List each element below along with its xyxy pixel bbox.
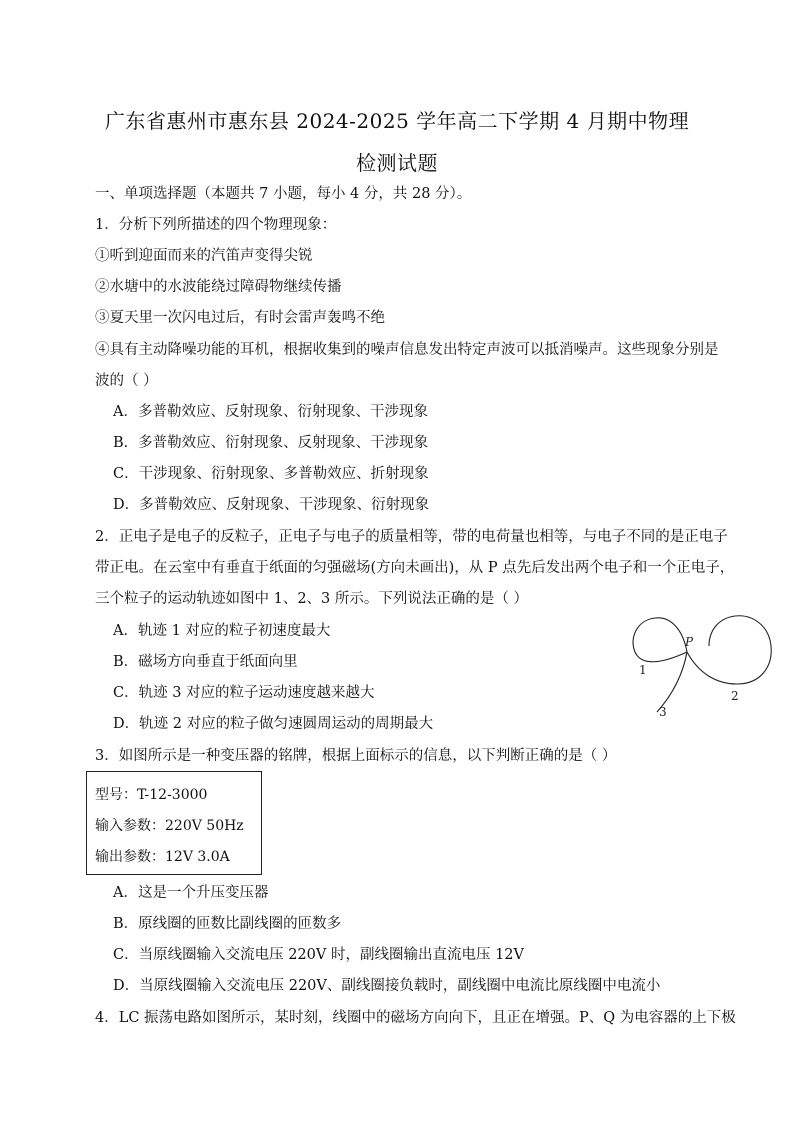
- q1-option-b: B．多普勒效应、衍射现象、反射现象、干涉现象: [113, 435, 429, 451]
- nameplate-output: 输出参数：12V 3.0A: [95, 849, 230, 865]
- track-label-3: 3: [659, 705, 667, 719]
- point-label-p: P: [685, 635, 694, 649]
- q2-stem-line2: 带正电。在云室中有垂直于纸面的匀强磁场(方向未画出)，从 P 点先后发出两个电子和一个正电子，: [95, 560, 735, 576]
- transformer-nameplate: [86, 771, 262, 875]
- paper-title-line2: 检测试题: [356, 151, 438, 175]
- q1-option-a: A．多普勒效应、反射现象、衍射现象、干涉现象: [113, 404, 428, 420]
- q1-item-2: ②水塘中的水波能绕过障碍物继续传播: [95, 279, 342, 295]
- nameplate-model: 型号：T-12-3000: [95, 787, 208, 803]
- q1-item-1: ①听到迎面而来的汽笛声变得尖锐: [95, 248, 313, 264]
- q2-option-a: A．轨迹 1 对应的粒子初速度最大: [113, 623, 331, 639]
- q2-option-c: C．轨迹 3 对应的粒子运动速度越来越大: [113, 685, 375, 701]
- q2-stem-line1: 2．正电子是电子的反粒子，正电子与电子的质量相等，带的电荷量也相等，与电子不同的是正电子: [95, 529, 728, 545]
- track-1: [633, 618, 687, 662]
- q3-option-a: A．这是一个升压变压器: [113, 885, 269, 901]
- q1-item-3: ③夏天里一次闪电过后，有时会雷声轰鸣不绝: [95, 310, 385, 326]
- q2-option-b: B．磁场方向垂直于纸面向里: [113, 654, 298, 670]
- q3-stem: 3．如图所示是一种变压器的铭牌，根据上面标示的信息，以下判断正确的是（ ）: [95, 748, 617, 764]
- q1-option-d: D．多普勒效应、反射现象、干涉现象、衍射现象: [113, 497, 430, 513]
- q3-option-b: B．原线圈的匝数比副线圈的匝数多: [113, 916, 342, 932]
- q1-item-4: ④具有主动降噪功能的耳机，根据收集到的噪声信息发出特定声波可以抵消噪声。这些现象分别是: [95, 342, 719, 358]
- track-2: [687, 616, 771, 684]
- particle-track-figure: [625, 612, 775, 722]
- track-label-2: 2: [731, 689, 739, 703]
- track-label-1: 1: [639, 663, 647, 677]
- q2-stem-line3: 三个粒子的运动轨迹如图中 1、2、3 所示。下列说法正确的是（ ）: [95, 591, 529, 607]
- q1-option-c: C．干涉现象、衍射现象、多普勒效应、折射现象: [113, 466, 429, 482]
- q1-stem-end: 波的（ ）: [95, 373, 158, 389]
- q1-stem: 1．分析下列所描述的四个物理现象：: [95, 217, 337, 233]
- section-heading: 一、单项选择题（本题共 7 小题，每小 4 分，共 28 分）。: [95, 186, 472, 202]
- q3-option-c: C．当原线圈输入交流电压 220V 时，副线圈输出直流电压 12V: [113, 947, 524, 963]
- q3-option-d: D．当原线圈输入交流电压 220V、副线圈接负载时，副线圈中电流比原线圈中电流小: [113, 978, 661, 994]
- q4-stem: 4．LC 振荡电路如图所示，某时刻，线圈中的磁场方向向下，且正在增强。P、Q 为电容器的上下极: [95, 1010, 736, 1026]
- paper-title: 广东省惠州市惠东县 2024-2025 学年高二下学期 4 月期中物理: [104, 109, 690, 133]
- nameplate-input: 输入参数：220V 50Hz: [95, 818, 244, 834]
- q2-option-d: D．轨迹 2 对应的粒子做匀速圆周运动的周期最大: [113, 716, 434, 732]
